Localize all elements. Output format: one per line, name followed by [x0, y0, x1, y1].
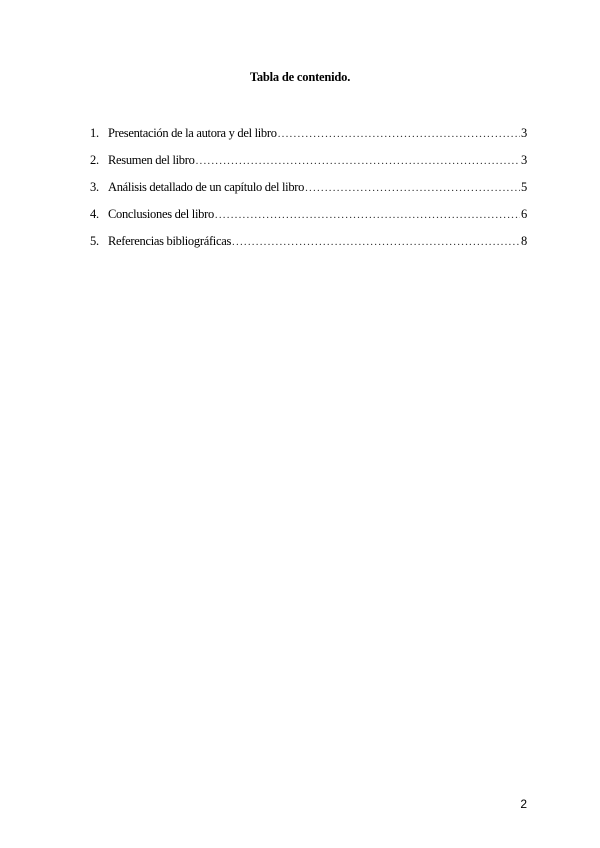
toc-entry[interactable] [90, 153, 527, 180]
toc-entry-page[interactable]: 3 [521, 153, 527, 167]
toc-entry-number: 3. [90, 180, 99, 194]
toc-entry-page[interactable]: 3 [521, 126, 527, 140]
table-of-contents [90, 126, 527, 261]
toc-dot-leader [278, 128, 520, 140]
toc-entry-text[interactable]: Presentación de la autora y del libro [108, 126, 277, 140]
toc-dot-leader [305, 182, 520, 194]
toc-dot-leader [196, 155, 520, 167]
toc-title: Tabla de contenido. [249, 70, 351, 84]
toc-entry-text[interactable]: Referencias bibliográficas [108, 234, 232, 248]
toc-entry-text[interactable]: Resumen del libro [108, 153, 195, 167]
toc-entry[interactable] [90, 126, 527, 153]
toc-entry-page[interactable]: 5 [521, 180, 527, 194]
toc-entry-text[interactable]: Conclusiones del libro [108, 207, 214, 221]
toc-entry-number: 5. [90, 234, 99, 248]
toc-entry-text[interactable]: Análisis detallado de un capítulo del libro [108, 180, 305, 194]
toc-dot-leader [232, 236, 520, 248]
toc-dot-leader [215, 209, 520, 221]
toc-entry-page[interactable]: 8 [521, 234, 527, 248]
toc-entry[interactable] [90, 207, 527, 234]
toc-entry-page[interactable]: 6 [521, 207, 527, 221]
toc-entry[interactable] [90, 234, 527, 261]
toc-entry[interactable] [90, 180, 527, 207]
toc-entry-number: 1. [90, 126, 99, 140]
toc-entry-number: 4. [90, 207, 99, 221]
toc-entry-number: 2. [90, 153, 99, 167]
page-number: 2 [520, 797, 527, 811]
